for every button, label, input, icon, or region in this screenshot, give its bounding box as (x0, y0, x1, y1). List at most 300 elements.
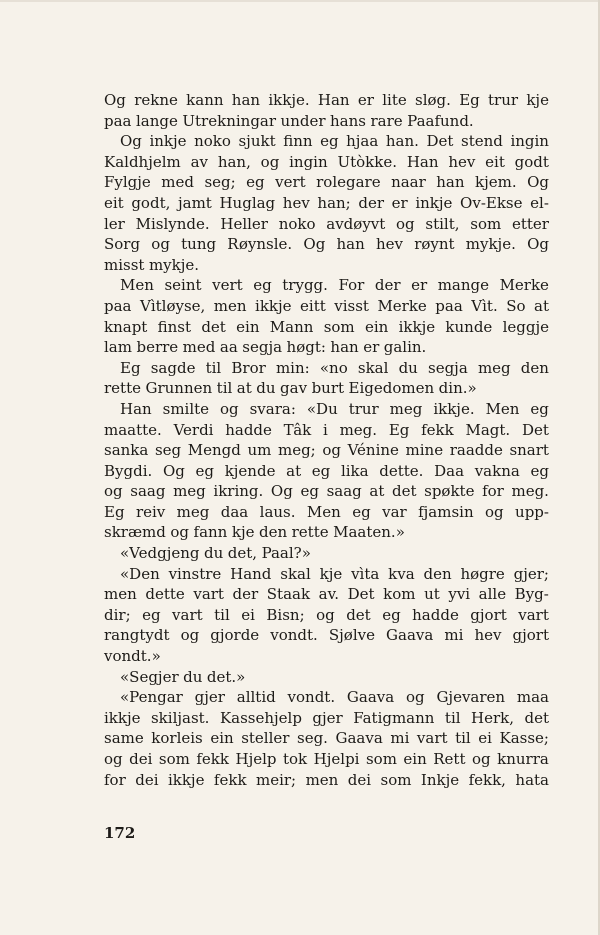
text-line (104, 234, 549, 255)
word: høgt: (286, 338, 326, 357)
word: han (330, 338, 359, 357)
word: eg (300, 482, 319, 501)
word: ein (210, 729, 234, 748)
text-line (104, 90, 549, 111)
word: Og (162, 461, 185, 480)
word: Inkje (420, 770, 460, 789)
word: lam (104, 338, 132, 357)
word: knapt (104, 317, 148, 336)
word: Verdi (173, 420, 214, 439)
word: «Pengar (120, 688, 183, 707)
word: kjende (224, 461, 276, 480)
word: paa (104, 296, 132, 315)
word: eg (530, 399, 549, 418)
word: raadde (449, 441, 503, 460)
text-line (104, 172, 549, 193)
word: meg (173, 482, 206, 501)
page-number: 172 (104, 824, 136, 842)
word: og (316, 605, 335, 624)
text-line (104, 708, 549, 729)
word: Vìt. (471, 296, 498, 315)
word: ingin (510, 132, 549, 151)
word: Bror (231, 358, 266, 377)
word: Men (485, 399, 520, 418)
word: vart (172, 605, 203, 624)
word: mange (437, 276, 489, 295)
word: Sjølve (328, 626, 375, 645)
text-line (104, 564, 549, 585)
text-line (104, 461, 549, 482)
word: sjukt (238, 132, 276, 151)
word: meg. (511, 482, 549, 501)
word: vakna (474, 461, 520, 480)
word: den (520, 358, 549, 377)
text-line (104, 440, 549, 461)
word: vart (193, 585, 224, 604)
word: og (485, 502, 504, 521)
word: meg (477, 358, 511, 377)
text-line (104, 584, 549, 605)
word: eg (530, 461, 549, 480)
word: trur (488, 91, 519, 109)
word: Gaava (335, 729, 383, 748)
word: Fatigmann (353, 708, 435, 727)
word: seg. (297, 729, 328, 748)
word: det, (227, 544, 258, 563)
word: berre (136, 338, 179, 357)
word: leggje (502, 317, 549, 336)
word: og (406, 688, 425, 707)
word: rette (104, 379, 141, 398)
word: Det (521, 420, 549, 439)
text-line (104, 543, 549, 564)
word: Kaldhjelm (104, 152, 181, 171)
word: kva (388, 564, 415, 583)
word: gjort (512, 626, 549, 645)
word: lite (382, 91, 407, 109)
word: men (104, 585, 137, 604)
word: reiv (135, 502, 166, 521)
word: finst (157, 317, 192, 336)
word: fekk (421, 420, 454, 439)
word: eit (104, 193, 124, 212)
word: fann (193, 523, 228, 542)
word: Gjevaren (436, 688, 506, 707)
text-line (104, 502, 549, 523)
word: ikkje (104, 708, 141, 727)
word: kjem. (475, 173, 517, 192)
word: rekne (134, 91, 178, 109)
word: yvi (448, 585, 471, 604)
word: «Segjer (120, 667, 179, 686)
word: hata (515, 770, 549, 789)
word: gjorde (210, 626, 260, 645)
word: lika (340, 461, 369, 480)
word: svara: (249, 399, 296, 418)
word: ikring. (213, 482, 264, 501)
word: Utrekningar (182, 111, 277, 130)
word: Og (527, 173, 549, 192)
word: Bygdi. (104, 461, 153, 480)
word: Ov-Ekse (460, 193, 523, 212)
word: det (524, 708, 549, 727)
word: til (216, 379, 233, 398)
word: høgre (460, 564, 505, 583)
word: godt, (131, 193, 171, 212)
text-line (104, 275, 549, 296)
word: røynt (414, 235, 455, 254)
word: stilt, (425, 214, 460, 233)
word: kje (526, 91, 549, 109)
word: han (231, 91, 261, 109)
word: det (201, 317, 226, 336)
word: Huglag (219, 193, 276, 212)
word: og (396, 214, 415, 233)
word: tung (181, 235, 217, 254)
word: ei (241, 605, 255, 624)
word: inkje (415, 193, 453, 212)
word: hev (375, 235, 403, 254)
word: han. (385, 132, 419, 151)
word: ein (364, 317, 389, 336)
word: rette (291, 523, 329, 542)
word: ikkje. (433, 399, 475, 418)
text-line (104, 337, 549, 358)
word: og (472, 750, 491, 768)
word: smilte (162, 399, 210, 418)
word: gjer (194, 688, 225, 707)
word: gjer (312, 708, 343, 727)
word: el- (530, 193, 549, 212)
word: Og (104, 91, 126, 109)
word: Hjelpi (313, 750, 360, 768)
word: hadde (412, 605, 459, 624)
word: meg (176, 502, 210, 521)
word: alle (478, 585, 507, 604)
word: steller (241, 729, 290, 748)
word: daa (220, 502, 249, 521)
text-line (104, 296, 549, 317)
word: knurra (497, 750, 549, 768)
word: same (104, 729, 144, 748)
word: kom (383, 585, 416, 604)
word: til (455, 729, 471, 748)
word: sløg. (415, 91, 451, 109)
word: og (104, 750, 123, 768)
word: inkje (149, 132, 187, 151)
word: du (204, 544, 224, 563)
word: mine (405, 441, 444, 460)
word: eit (485, 152, 505, 171)
word: etter (511, 214, 549, 233)
word: du (183, 667, 203, 686)
word: at (369, 482, 385, 501)
word: Grunnen (145, 379, 213, 398)
word: dei (347, 770, 372, 789)
word: vart (416, 729, 448, 748)
word: eg (246, 173, 265, 192)
word: for (482, 482, 504, 501)
word: skræmd (104, 523, 166, 542)
word: ikkje. (268, 91, 310, 109)
word: Hand (230, 564, 272, 583)
word: Eigedomen (348, 379, 435, 398)
word: Men (306, 502, 341, 521)
word: «Vedgjeng (120, 544, 200, 563)
word: skal (357, 358, 389, 377)
word: han, (217, 152, 251, 171)
word: at (286, 461, 302, 480)
word: kunde (445, 317, 493, 336)
word: Hjelp (235, 750, 277, 768)
word: ikkje (167, 770, 205, 789)
word: ikkje (398, 317, 436, 336)
word: gav (280, 379, 308, 398)
word: men (305, 770, 339, 789)
word: sagde (150, 358, 196, 377)
word: hev (474, 626, 502, 645)
word: Utòkke. (337, 152, 397, 171)
word: Tâk (283, 420, 312, 439)
word: dei (135, 770, 159, 789)
word: med (161, 173, 194, 192)
word: eg (311, 461, 331, 480)
word: Og (527, 235, 549, 254)
word: til (205, 358, 222, 377)
word: hans (330, 111, 366, 130)
word: Kasse; (499, 729, 549, 748)
word: segja (428, 358, 468, 377)
text-line (104, 625, 549, 646)
word: gjort (470, 605, 507, 624)
word: finn (283, 132, 313, 151)
word: der (374, 276, 401, 295)
word: dette (145, 585, 185, 604)
word: um (247, 441, 272, 460)
word: og (260, 152, 280, 171)
word: men (213, 296, 247, 315)
word: godt (514, 152, 549, 171)
text-line (104, 770, 549, 791)
word: trur (348, 399, 379, 418)
word: det (346, 605, 371, 624)
word: skal (280, 564, 311, 583)
word: saag (326, 482, 362, 501)
text-line (104, 358, 549, 379)
word: Vénine (347, 441, 399, 460)
word: og (220, 399, 239, 418)
word: gjer; (513, 564, 549, 583)
word: fekk (196, 750, 229, 768)
word: seint (164, 276, 202, 295)
word: du (398, 358, 418, 377)
word: min: (275, 358, 310, 377)
word: er (363, 338, 380, 357)
word: er (357, 91, 374, 109)
word: stend (461, 132, 503, 151)
word: ingin (289, 152, 328, 171)
word: ler (104, 214, 125, 233)
word: Daa (434, 461, 465, 480)
word: mykje. (465, 235, 516, 254)
text-line (104, 378, 549, 399)
word: Det (347, 585, 375, 604)
word: vert (212, 276, 243, 295)
word: Maaten.» (333, 523, 405, 542)
word: av (190, 152, 208, 171)
word: din.» (438, 379, 477, 398)
word: Eg (120, 358, 141, 377)
word: So (506, 296, 526, 315)
word: Gaava (346, 688, 395, 707)
word: seg (154, 441, 182, 460)
word: sanka (104, 441, 149, 460)
word: fjamsin (418, 502, 474, 521)
word: eg (195, 461, 215, 480)
word: er (411, 276, 428, 295)
word: tok (283, 750, 308, 768)
word: som (158, 750, 190, 768)
word: lange (136, 111, 178, 130)
word: alltid (236, 688, 276, 707)
word: som (365, 750, 397, 768)
text-line (104, 214, 549, 235)
word: meg (389, 399, 423, 418)
word: der (232, 585, 259, 604)
word: vart (518, 605, 549, 624)
word: rare (370, 111, 403, 130)
word: mi (444, 626, 464, 645)
word: og (104, 482, 123, 501)
word: burt (311, 379, 345, 398)
word: Det (426, 132, 454, 151)
word: hev (448, 152, 476, 171)
text-line (104, 522, 549, 543)
word: til (444, 708, 461, 727)
word: galin. (383, 338, 427, 357)
word: er (391, 193, 408, 212)
text-line (104, 420, 549, 441)
word: han; (317, 193, 351, 212)
word: dei (129, 750, 153, 768)
word: Han (406, 152, 439, 171)
word: Sorg (104, 235, 141, 254)
word: den (423, 564, 452, 583)
word: mykje. (148, 255, 200, 274)
word: i (323, 420, 328, 439)
word: skiljast. (150, 708, 210, 727)
word: eg (253, 276, 272, 295)
word: den (258, 523, 288, 542)
word: og (170, 523, 190, 542)
word: at (236, 379, 252, 398)
word: Mengd (187, 441, 241, 460)
text-line (104, 317, 549, 338)
word: han (336, 235, 365, 254)
word: Paafund. (407, 111, 474, 130)
word: saag (130, 482, 166, 501)
word: Vìtløyse, (139, 296, 206, 315)
text-line (104, 728, 549, 749)
word: naar (391, 173, 426, 192)
text-line (104, 481, 549, 502)
word: og (322, 441, 341, 460)
word: eg (142, 605, 161, 624)
word: vìta (351, 564, 380, 583)
word: paa (435, 296, 463, 315)
word: «no (319, 358, 348, 377)
text-line (104, 255, 549, 276)
word: misst (104, 255, 145, 274)
text-line (104, 646, 549, 667)
word: under (280, 111, 326, 130)
text-line (104, 399, 549, 420)
text-line (104, 193, 549, 214)
word: Magt. (465, 420, 511, 439)
word: upp- (515, 502, 549, 521)
word: som (380, 770, 412, 789)
word: kje (231, 523, 255, 542)
word: der (358, 193, 385, 212)
word: spøkte (424, 482, 475, 501)
word: Paal?» (261, 544, 311, 563)
word: eg (320, 132, 339, 151)
word: at (534, 296, 549, 315)
word: det (391, 482, 417, 501)
word: jamt (177, 193, 212, 212)
word: avdøyvt (326, 214, 386, 233)
word: Fylgje (104, 173, 151, 192)
word: meg. (339, 420, 378, 439)
word: vondt. (270, 626, 318, 645)
word: mi (390, 729, 410, 748)
word: Bisn; (266, 605, 305, 624)
word: var (382, 502, 407, 521)
word: hjaa (346, 132, 379, 151)
word: dette. (379, 461, 424, 480)
text-line (104, 687, 549, 708)
word: noko (194, 132, 231, 151)
word: Og (270, 482, 293, 501)
word: ikkje (255, 296, 292, 315)
word: Eg (104, 502, 125, 521)
word: ein (403, 750, 427, 768)
body-text (104, 90, 549, 790)
word: vinstre (168, 564, 222, 583)
word: kje (319, 564, 343, 583)
word: Eg (459, 91, 480, 109)
word: maatte. (104, 420, 162, 439)
word: Mislynde. (135, 214, 210, 233)
word: hadde (225, 420, 272, 439)
word: eg (352, 502, 371, 521)
word: «Du (306, 399, 338, 418)
word: laus. (259, 502, 296, 521)
word: og (180, 626, 200, 645)
word: det.» (206, 667, 246, 686)
word: seg; (204, 173, 236, 192)
word: ein (236, 317, 260, 336)
word: korleis (151, 729, 203, 748)
word: han (436, 173, 465, 192)
word: Mann (269, 317, 314, 336)
text-line (104, 667, 549, 688)
word: Merke (377, 296, 427, 315)
word: av. (318, 585, 340, 604)
word: snart (509, 441, 549, 460)
word: trygg. (282, 276, 328, 295)
word: Heller (220, 214, 268, 233)
